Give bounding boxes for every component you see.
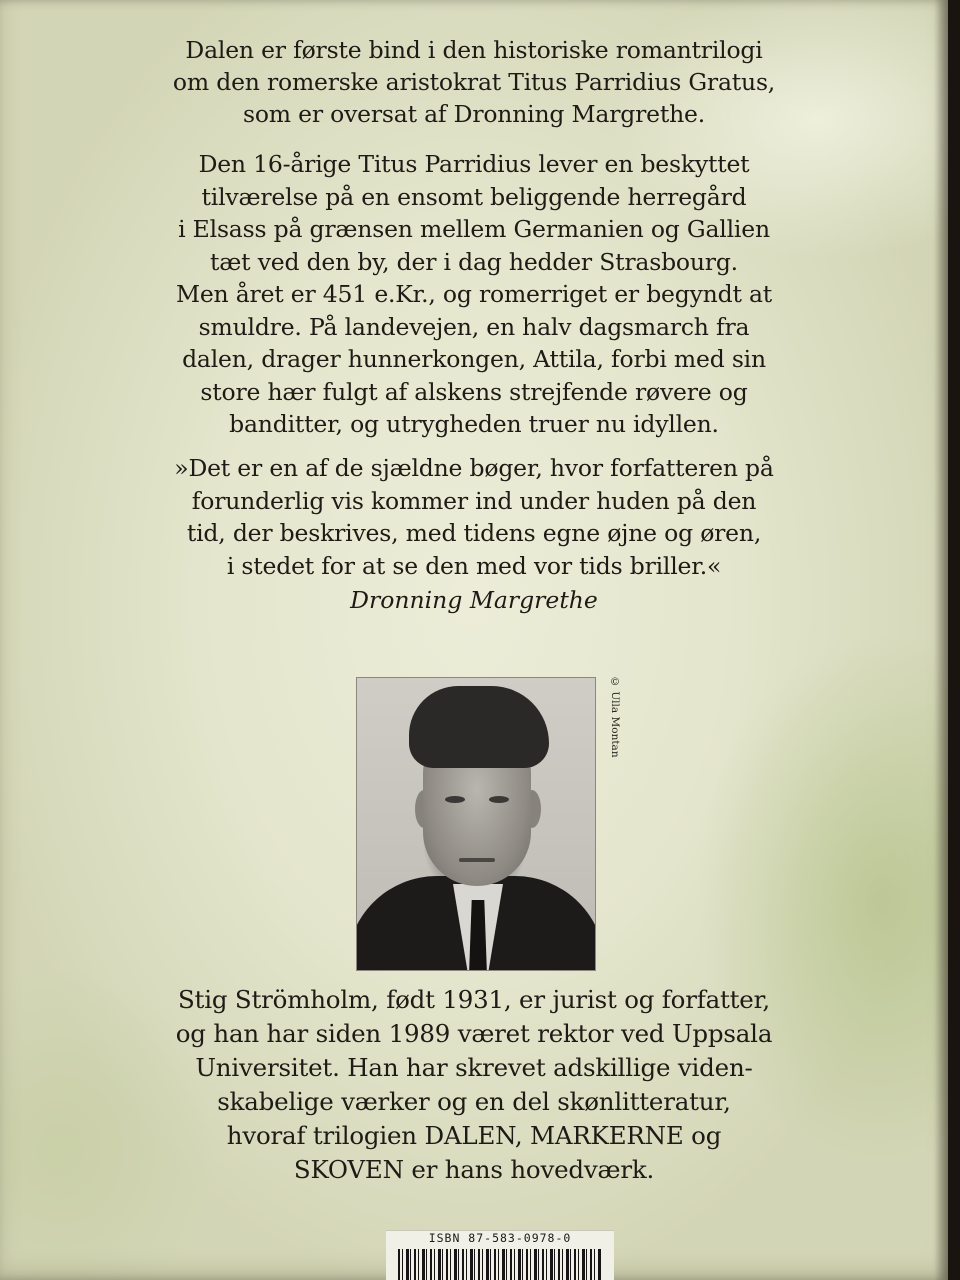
text-line: forunderlig vis kommer ind under huden på den: [191, 486, 757, 515]
author-bio: [0, 983, 948, 1187]
text-line: skabelige værker og en del skønlitteratur,: [217, 1087, 731, 1116]
text-line: Dalen er første bind i den historiske romantrilogi: [185, 36, 763, 64]
blurb-paragraph-plot: [0, 148, 948, 441]
portrait-tie: [469, 900, 487, 971]
text-line: banditter, og utrygheden truer nu idyllen.: [229, 410, 719, 438]
quote-attribution: Dronning Margrethe: [350, 586, 598, 614]
isbn-number: ISBN 87-583-0978-0: [428, 1231, 572, 1245]
text-line: som er oversat af Dronning Margrethe.: [242, 100, 705, 128]
text-line: hvoraf trilogien DALEN, MARKERNE og: [226, 1121, 722, 1150]
text-line: »Det er en af de sjældne bøger, hvor forfatteren på: [174, 454, 774, 482]
isbn-barcode: [386, 1230, 614, 1280]
blurb-paragraph-intro: [0, 34, 948, 130]
text-line: dalen, drager hunnerkongen, Attila, forbi med sin: [182, 345, 766, 373]
portrait-eye: [445, 796, 465, 803]
text-line: i stedet for at se den med vor tids briller.«: [226, 551, 722, 580]
author-portrait-photo: [356, 677, 596, 971]
text-line: SKOVEN er hans hovedværk.: [293, 1155, 655, 1184]
portrait-eye: [489, 796, 509, 803]
portrait-hair: [409, 686, 549, 768]
text-line: i Elsass på grænsen mellem Germanien og Gallien: [178, 215, 770, 243]
text-line: og han har siden 1989 været rektor ved Uppsala: [175, 1019, 773, 1048]
text-line: Stig Strömholm, født 1931, er jurist og forfatter,: [177, 985, 771, 1014]
text-line: smuldre. På landevejen, en halv dagsmarch fra: [198, 312, 750, 341]
text-line: tæt ved den by, der i dag hedder Strasbourg.: [210, 247, 738, 276]
text-line: Den 16-årige Titus Parridius lever en beskyttet: [198, 150, 750, 178]
portrait-mouth: [459, 858, 495, 862]
text-line: om den romerske aristokrat Titus Parridius Gratus,: [172, 68, 776, 96]
photo-credit: © Ulla Montan: [609, 676, 621, 758]
text-line: Men året er 451 e.Kr., og romerriget er begyndt at: [175, 280, 773, 308]
text-line: Universitet. Han har skrevet adskillige viden-: [195, 1053, 753, 1082]
review-quote: [0, 452, 948, 582]
barcode-bars: [398, 1249, 602, 1280]
text-line: tid, der beskrives, med tidens egne øjne og øren,: [186, 519, 762, 547]
text-line: store hær fulgt af alskens strejfende røvere og: [200, 377, 748, 406]
text-line: tilværelse på en ensomt beliggende herregård: [201, 182, 747, 211]
